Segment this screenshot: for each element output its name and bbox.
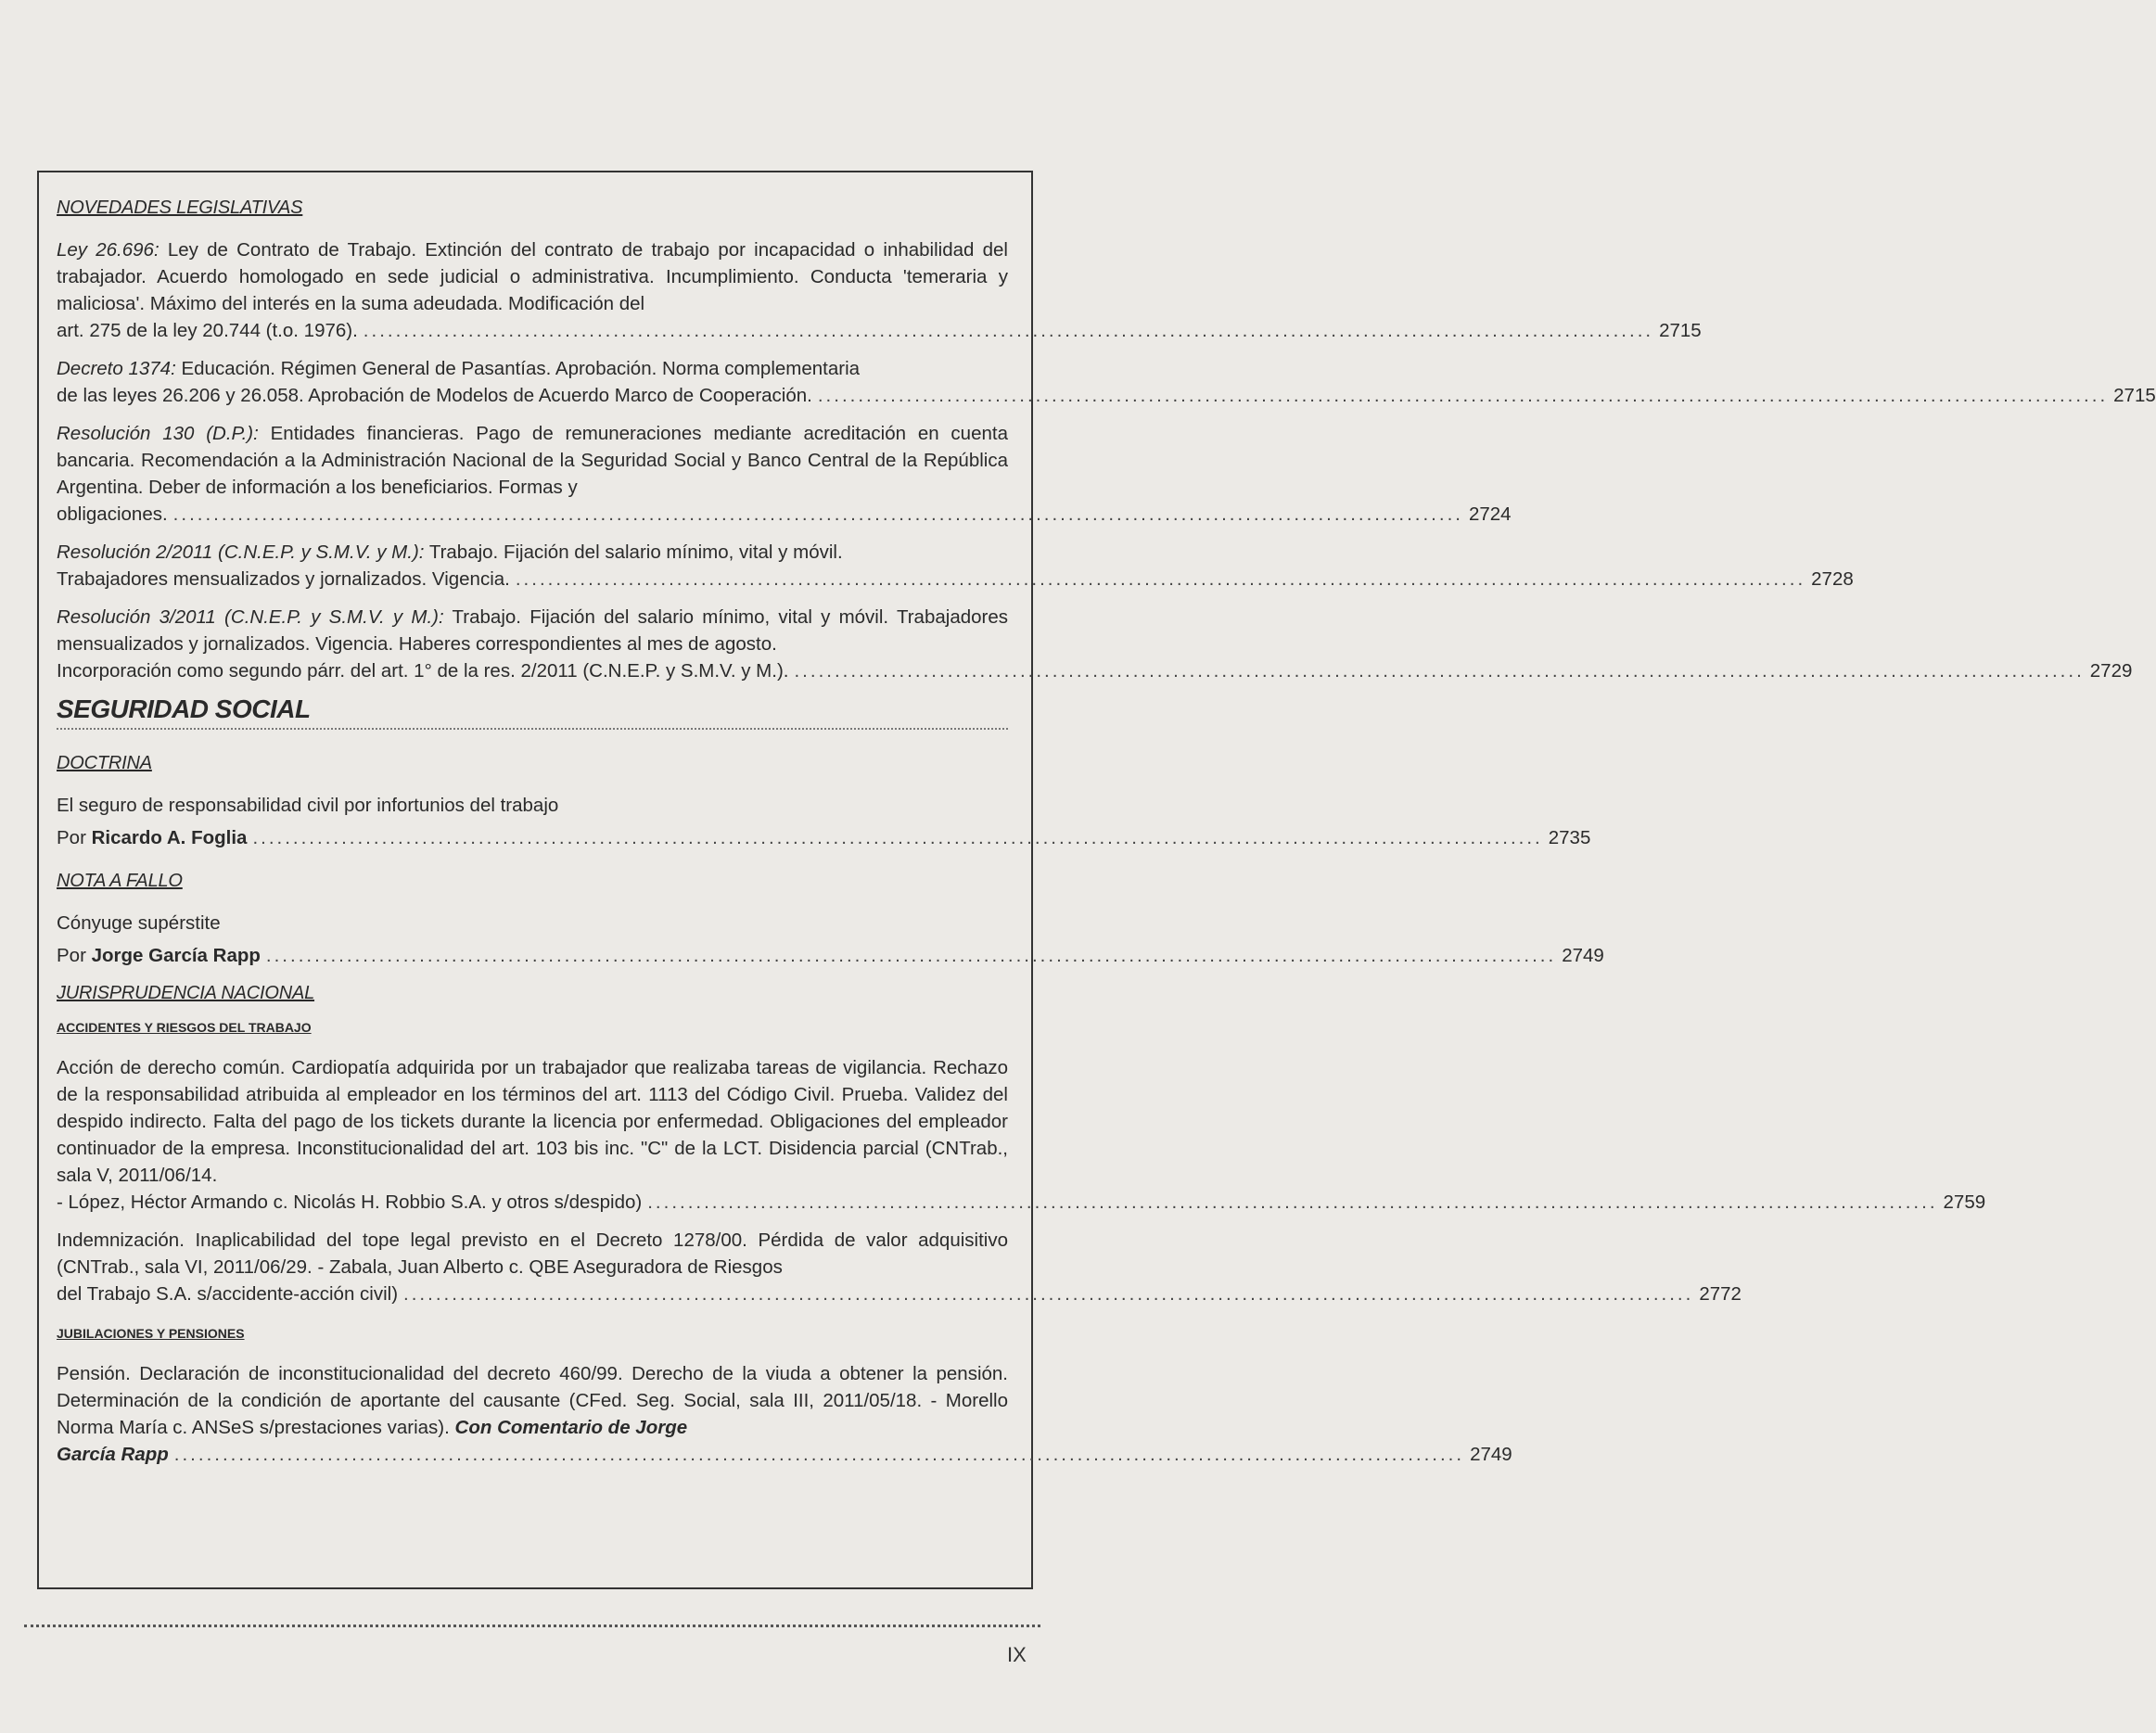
entry-text	[57, 355, 1008, 382]
entry-last: García Rapp	[57, 1444, 169, 1465]
page-ref: 2772	[1699, 1283, 1741, 1305]
entry-lead: Ley 26.696:	[57, 239, 159, 261]
topic-heading-accidentes: ACCIDENTES Y RIESGOS DEL TRABAJO	[57, 1020, 312, 1035]
entry-resolucion-130	[57, 420, 1512, 528]
leader-dots: ................................................................................................................................................................	[515, 568, 1806, 590]
entry-resolucion-3-2011	[57, 604, 2133, 684]
entry-text	[57, 604, 1008, 657]
leader-dots: ................................................................................................................................................................	[647, 1191, 1938, 1213]
leader-dots: ................................................................................................................................................................	[363, 320, 1654, 341]
nota-author-line	[57, 942, 1604, 969]
author-name: Jorge García Rapp	[91, 945, 261, 966]
entry-lead: Resolución 2/2011 (C.N.E.P. y S.M.V. y M.):	[57, 542, 425, 563]
section-heading-seguridad-social: SEGURIDAD SOCIAL	[57, 695, 1008, 730]
page-ref: 2759	[1943, 1191, 1986, 1213]
entry-last-line	[57, 1189, 1986, 1216]
entry-last-line	[57, 501, 1512, 528]
entry-last-line	[57, 1441, 1512, 1468]
page-number: IX	[1007, 1643, 1027, 1666]
page-ref: 2735	[1548, 827, 1591, 848]
entry-body: Trabajo. Fijación del salario mínimo, vital y móvil.	[428, 542, 843, 563]
entry-accidentes-1	[57, 1054, 1986, 1216]
entry-resolucion-2-2011	[57, 539, 1854, 593]
entry-last-line	[57, 382, 2156, 409]
entry-body: Entidades financieras. Pago de remuneraciones mediante acreditación en cuenta bancaria. Recomendación a la Administración Nacional de la Seguridad Social y Banco Central de la República Argentina. Deber de información a los beneficiarios. Formas y	[57, 423, 1008, 498]
subsection-heading-nota-a-fallo: NOTA A FALLO	[57, 871, 183, 891]
index-content	[57, 195, 2156, 1479]
leader-dots: ................................................................................................................................................................	[403, 1283, 1694, 1305]
entry-last: obligaciones.	[57, 503, 168, 525]
leader-dots: ................................................................................................................................................................	[817, 385, 2109, 406]
entry-last-line	[57, 566, 1854, 593]
section-heading-novedades: NOVEDADES LEGISLATIVAS	[57, 198, 303, 218]
page-ref: 2749	[1470, 1444, 1512, 1465]
entry-last: Trabajadores mensualizados y jornalizados. Vigencia.	[57, 568, 510, 590]
por-label: Por	[57, 945, 86, 966]
leader-dots: ................................................................................................................................................................	[252, 827, 1543, 848]
subsection-heading-doctrina: DOCTRINA	[57, 753, 152, 773]
author-line	[57, 942, 261, 969]
entry-last: art. 275 de la ley 20.744 (t.o. 1976).	[57, 320, 358, 341]
leader-dots: ................................................................................................................................................................	[173, 1444, 1465, 1465]
author-name: Ricardo A. Foglia	[91, 827, 248, 848]
footer-dotted-rule	[24, 1625, 1040, 1627]
page-ref: 2724	[1468, 503, 1512, 525]
entry-accidentes-2	[57, 1227, 1741, 1307]
entry-body: Ley de Contrato de Trabajo. Extinción del contrato de trabajo por incapacidad o inhabilidad del trabajador. Acuerdo homologado en sede judicial o administrativa. Incumplimiento. Conducta 'temeraria y maliciosa'. Máximo del interés en la suma adeudada. Modificación del	[57, 239, 1008, 314]
entry-body: Educación. Régimen General de Pasantías. Aprobación. Norma complementaria	[181, 358, 861, 379]
entry-lead: Resolución 3/2011 (C.N.E.P. y S.M.V. y M.):	[57, 606, 444, 628]
entry-text	[57, 1360, 1008, 1441]
comentario-label: Con Comentario de Jorge	[454, 1417, 688, 1438]
entry-text	[57, 539, 1008, 566]
entry-ley-26696	[57, 236, 1702, 344]
entry-last: - López, Héctor Armando c. Nicolás H. Robbio S.A. y otros s/despido)	[57, 1191, 643, 1213]
entry-lead: Resolución 130 (D.P.):	[57, 423, 259, 444]
page-ref: 2715	[1659, 320, 1702, 341]
entry-body: Trabajo. Fijación del salario mínimo, vital y móvil. Trabajadores mensualizados y jornalizados. Vigencia. Haberes correspondientes al mes de agosto.	[57, 606, 1009, 655]
page-ref: 2729	[2089, 660, 2133, 682]
doctrina-title: El seguro de responsabilidad civil por infortunios del trabajo	[57, 795, 559, 816]
leader-dots: ................................................................................................................................................................	[794, 660, 2085, 682]
page-ref: 2715	[2113, 385, 2156, 406]
nota-title: Cónyuge supérstite	[57, 912, 221, 934]
page-ref: 2728	[1811, 568, 1854, 590]
entry-last-line	[57, 1281, 1741, 1307]
entry-body: Pensión. Declaración de inconstitucionalidad del decreto 460/99. Derecho de la viuda a obtener la pensión. Determinación de la condición de aportante del causante (CFed. Seg. Social, sala III, 2011/05/18. - Morello Norma María c. ANSeS s/prestaciones varias).	[57, 1363, 1008, 1438]
entry-text	[57, 236, 1008, 317]
topic-heading-jubilaciones: JUBILACIONES Y PENSIONES	[57, 1326, 245, 1341]
page-ref: 2749	[1562, 945, 1604, 966]
entry-last-line	[57, 317, 1702, 344]
entry-last: del Trabajo S.A. s/accidente-acción civil)	[57, 1283, 399, 1305]
leader-dots: ................................................................................................................................................................	[265, 945, 1557, 966]
subsection-heading-jurisprudencia: JURISPRUDENCIA NACIONAL	[57, 983, 315, 1003]
entry-text	[57, 420, 1008, 501]
author-line	[57, 824, 247, 851]
entry-last-line	[57, 657, 2133, 684]
por-label: Por	[57, 827, 86, 848]
leader-dots: ................................................................................................................................................................	[172, 503, 1463, 525]
entry-body: Indemnización. Inaplicabilidad del tope legal previsto en el Decreto 1278/00. Pérdida de valor adquisitivo (CNTrab., sala VI, 2011/06/29. - Zabala, Juan Alberto c. QBE Aseguradora de Riesgos	[57, 1230, 1008, 1278]
entry-last: Incorporación como segundo párr. del art. 1° de la res. 2/2011 (C.N.E.P. y S.M.V. y M.).	[57, 660, 789, 682]
entry-decreto-1374	[57, 355, 2156, 409]
entry-lead: Decreto 1374:	[57, 358, 176, 379]
entry-last: de las leyes 26.206 y 26.058. Aprobación de Modelos de Acuerdo Marco de Cooperación.	[57, 385, 812, 406]
entry-body: Acción de derecho común. Cardiopatía adquirida por un trabajador que realizaba tareas de vigilancia. Rechazo de la responsabilidad atribuida al empleador en los términos del art. 1113 del Código Civil. Prueba. Validez del despido indirecto. Falta del pago de los tickets durante la licencia por enfermedad. Obligaciones del empleador continuador de la empresa. Inconstitucionalidad del art. 103 bis inc. "C" de la LCT. Disidencia parcial (CNTrab., sala V, 2011/06/14.	[57, 1057, 1008, 1186]
doctrina-author-line	[57, 824, 1591, 851]
entry-jubilaciones-1	[57, 1360, 1512, 1468]
